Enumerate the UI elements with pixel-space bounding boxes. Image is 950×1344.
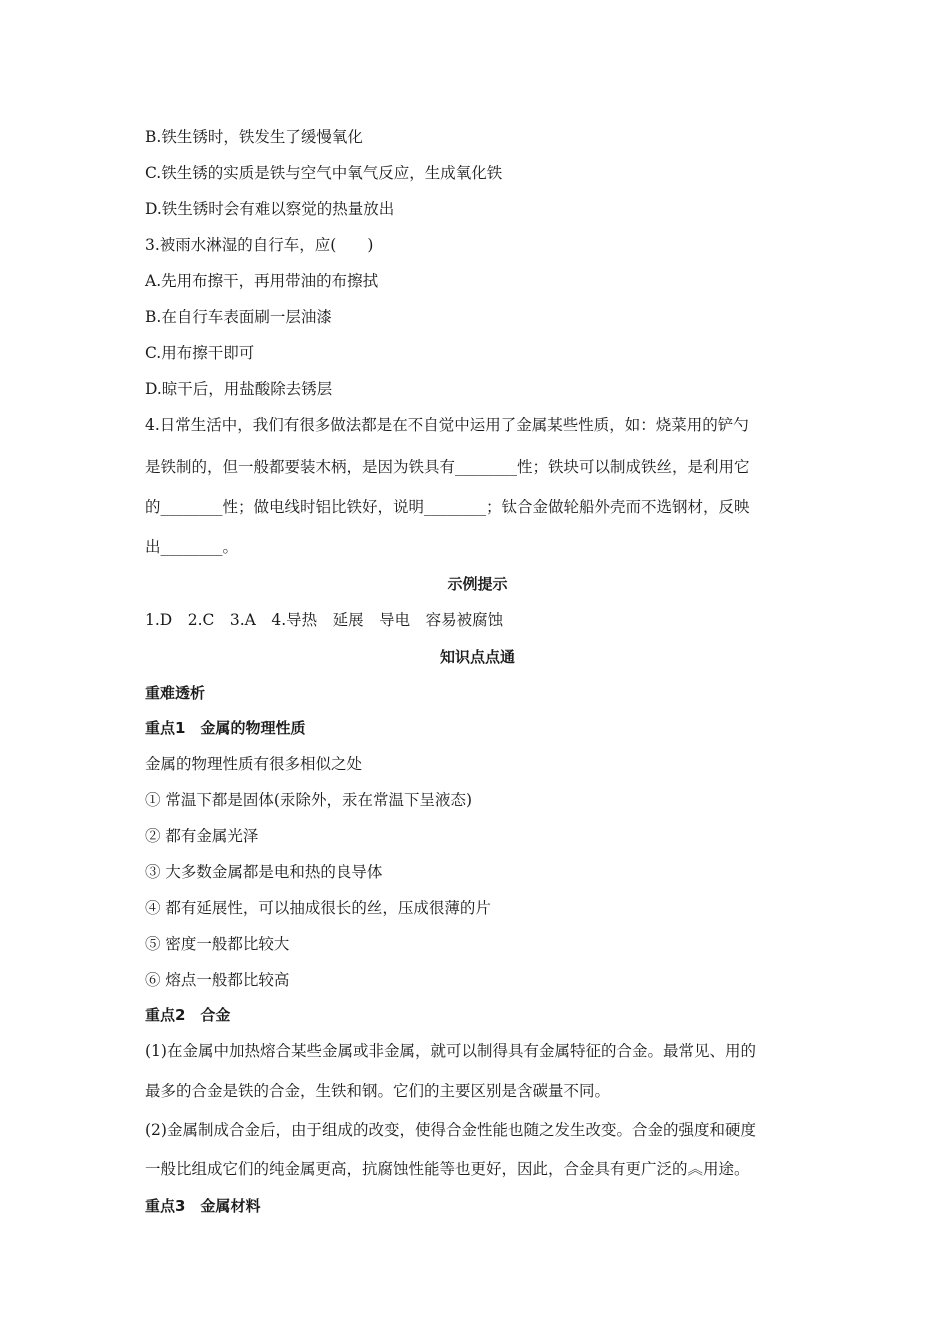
option-d-rust: D.铁生锈时会有难以察觉的热量放出 <box>145 200 395 218</box>
property-item-1: ① 常温下都是固体(汞除外，汞在常温下呈液态) <box>145 791 473 809</box>
option-d-bike: D.晾干后，用盐酸除去锈层 <box>145 380 333 398</box>
property-item-3: ③ 大多数金属都是电和热的良导体 <box>145 863 383 881</box>
option-c-bike: C.用布擦干即可 <box>145 344 255 362</box>
option-c-rust: C.铁生锈的实质是铁与空气中氧气反应，生成氧化铁 <box>145 164 503 182</box>
question-4-line-2: 是铁制的，但一般都要装木柄，是因为铁具有________性；铁块可以制成铁丝，是利用它 <box>145 458 750 476</box>
property-item-6: ⑥ 熔点一般都比较高 <box>145 971 290 989</box>
property-item-4: ④ 都有延展性，可以抽成很长的丝，压成很薄的片 <box>145 899 491 917</box>
question-4-line-1: 4.日常生活中，我们有很多做法都是在不自觉中运用了金属某些性质，如：烧菜用的铲勺 <box>145 416 749 434</box>
option-a-bike: A.先用布擦干，再用带油的布擦拭 <box>145 272 379 290</box>
key-point-2-heading: 重点2 合金 <box>145 1006 231 1024</box>
key-point-3-heading: 重点3 金属材料 <box>145 1197 261 1215</box>
question-4-line-4: 出________。 <box>145 538 239 556</box>
alloy-paragraph-2-line-2: 一般比组成它们的纯金属更高，抗腐蚀性能等也更好，因此，合金具有更广泛的︽用途。 <box>145 1160 750 1178</box>
property-item-5: ⑤ 密度一般都比较大 <box>145 935 290 953</box>
knowledge-heading: 知识点点通 <box>439 648 515 666</box>
answers: 1.D 2.C 3.A 4.导热 延展 导电 容易被腐蚀 <box>145 611 504 629</box>
section-heading-key-points: 重难透析 <box>145 684 206 702</box>
question-3: 3.被雨水淋湿的自行车，应( ) <box>145 236 374 254</box>
alloy-paragraph-1-line-2: 最多的合金是铁的合金，生铁和钢。它们的主要区别是含碳量不同。 <box>145 1082 611 1100</box>
option-b-rust: B.铁生锈时，铁发生了缓慢氧化 <box>145 128 363 146</box>
alloy-paragraph-2-line-1: (2)金属制成合金后，由于组成的改变，使得合金性能也随之发生改变。合金的强度和硬度 <box>145 1121 756 1139</box>
question-4-line-3: 的________性；做电线时铝比铁好，说明________；钛合金做轮船外壳而不选钢材，反映 <box>145 498 750 516</box>
option-b-bike: B.在自行车表面刷一层油漆 <box>145 308 332 326</box>
key-point-1-intro: 金属的物理性质有很多相似之处 <box>145 755 363 773</box>
alloy-paragraph-1-line-1: (1)在金属中加热熔合某些金属或非金属，就可以制得具有金属特征的合金。最常见、用的 <box>145 1042 756 1060</box>
property-item-2: ② 都有金属光泽 <box>145 827 259 845</box>
key-point-1-heading: 重点1 金属的物理性质 <box>145 719 306 737</box>
answer-heading: 示例提示 <box>447 575 508 593</box>
